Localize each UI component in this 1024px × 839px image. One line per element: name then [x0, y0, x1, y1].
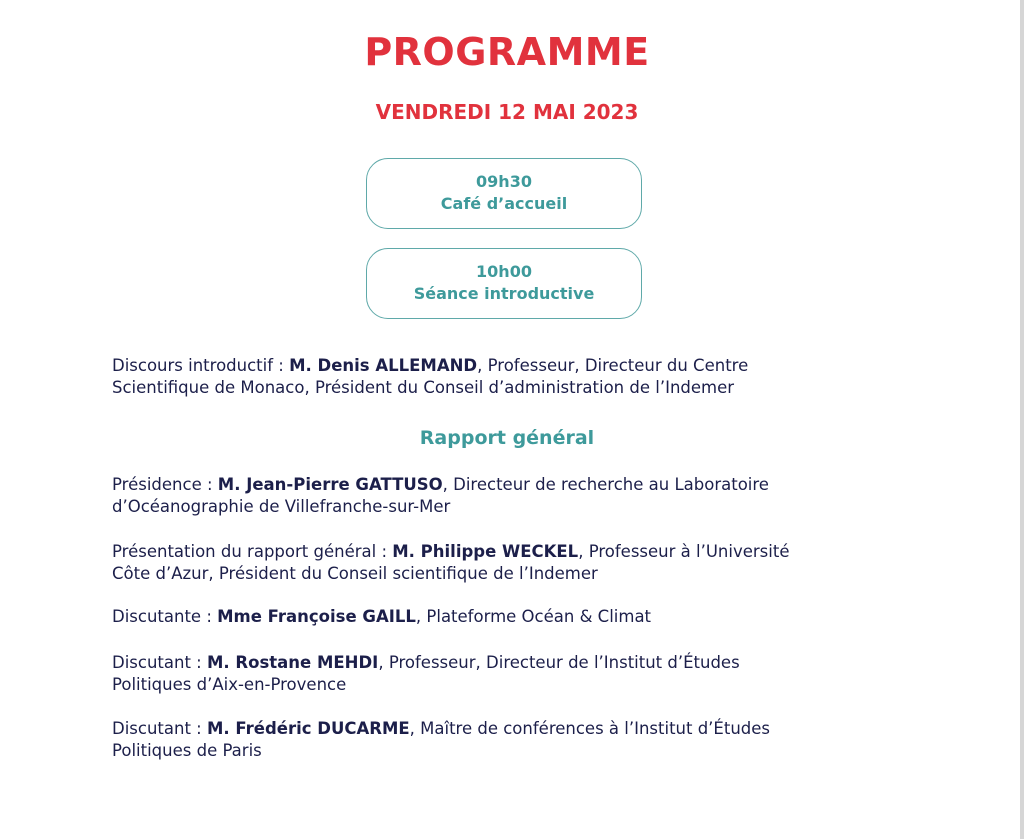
speaker-paragraph-discutant-ducarme	[112, 718, 882, 762]
speaker-paragraph-discutant-mehdi	[112, 652, 882, 696]
schedule-label: Café d’accueil	[440, 194, 568, 213]
speaker-name: M. Philippe WECKEL	[392, 542, 579, 561]
speaker-description-continued: Côte d’Azur, Président du Conseil scientifique de l’Indemer	[112, 564, 598, 583]
speaker-description: , Plateforme Océan & Climat	[415, 607, 652, 626]
speaker-name: M. Denis ALLEMAND	[289, 356, 478, 375]
speaker-role: Présidence :	[112, 475, 218, 494]
speaker-description-continued: Politiques d’Aix-en-Provence	[112, 675, 347, 694]
speaker-description-continued: Scientifique de Monaco, Président du Conseil d’administration de l’Indemer	[112, 378, 735, 397]
speaker-name: M. Rostane MEHDI	[206, 653, 379, 672]
speaker-name: M. Frédéric DUCARME	[206, 719, 410, 738]
speaker-role: Discutant :	[112, 653, 207, 672]
speaker-role: Discutant :	[112, 719, 207, 738]
speaker-paragraph-rapport	[112, 541, 882, 585]
speaker-description-continued: Politiques de Paris	[112, 741, 262, 760]
speaker-name: Mme Françoise GAILL	[217, 607, 416, 626]
speaker-role: Présentation du rapport général :	[112, 542, 393, 561]
event-date: VENDREDI 12 MAI 2023	[375, 100, 639, 124]
speaker-paragraph-presidence	[112, 474, 882, 518]
speaker-paragraph-discutante	[112, 606, 882, 628]
section-heading: Rapport général	[419, 427, 595, 449]
schedule-box-intro-session	[366, 248, 642, 319]
speaker-name: M. Jean-Pierre GATTUSO	[217, 475, 443, 494]
schedule-time: 10h00	[476, 262, 532, 281]
schedule-label: Séance introductive	[413, 284, 595, 303]
speaker-description: , Professeur, Directeur de l’Institut d’Études	[378, 653, 740, 672]
speaker-description: , Directeur de recherche au Laboratoire	[442, 475, 769, 494]
intro-speech-paragraph	[112, 355, 882, 399]
speaker-description: , Professeur, Directeur du Centre	[477, 356, 749, 375]
schedule-box-welcome	[366, 158, 642, 229]
speaker-role: Discutante :	[112, 607, 218, 626]
page-title: PROGRAMME	[364, 30, 650, 74]
speaker-description: , Maître de conférences à l’Institut d’Études	[409, 719, 771, 738]
speaker-description: , Professeur à l’Université	[578, 542, 790, 561]
schedule-time: 09h30	[476, 172, 532, 191]
speaker-description-continued: d’Océanographie de Villefranche-sur-Mer	[112, 497, 451, 516]
page-edge-divider	[1020, 0, 1024, 839]
speaker-role: Discours introductif :	[112, 356, 290, 375]
